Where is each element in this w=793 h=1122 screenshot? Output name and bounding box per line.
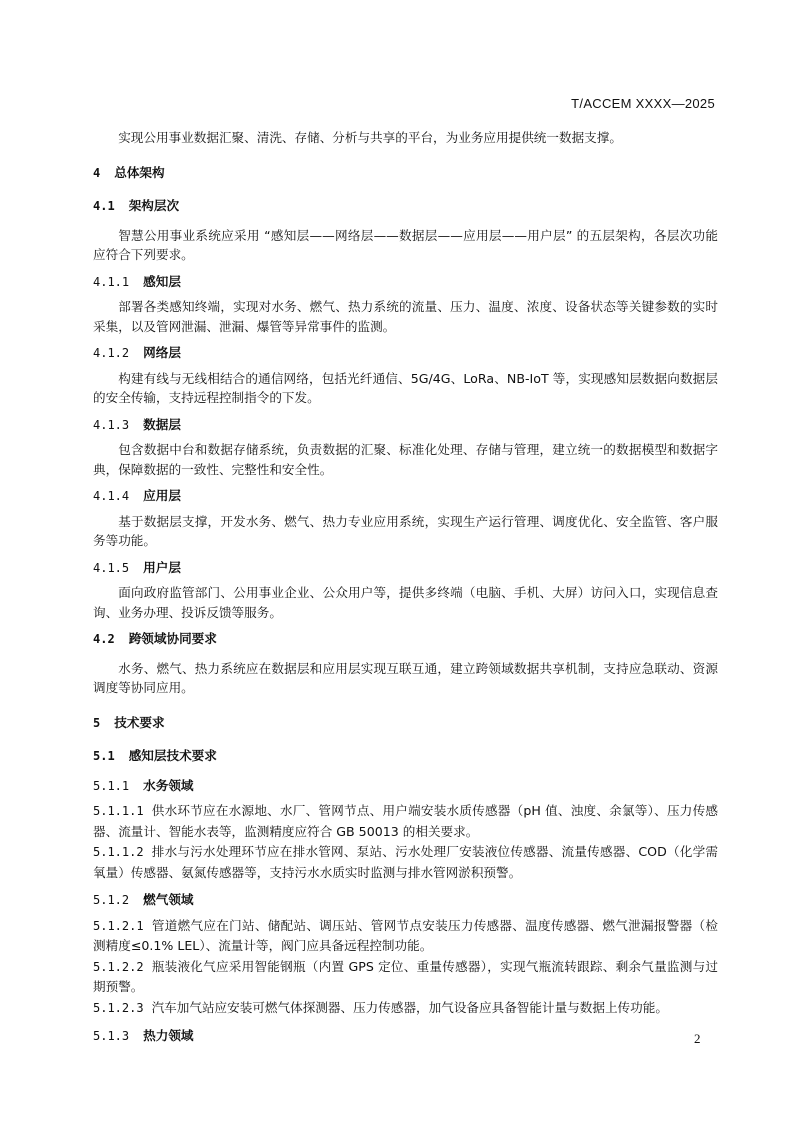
section-number: 4.1.4 xyxy=(93,489,130,503)
section-title: 感知层技术要求 xyxy=(128,748,217,763)
section-title: 应用层 xyxy=(143,488,181,503)
section-4-1-1-text: 部署各类感知终端，实现对水务、燃气、热力系统的流量、压力、温度、浓度、设备状态等关键参数的实时采集，以及管网泄漏、泄漏、爆管等异常事件的监测。 xyxy=(93,299,718,334)
section-4-1-2-heading xyxy=(93,343,718,364)
section-title: 架构层次 xyxy=(128,198,180,213)
chapter-number: 5 xyxy=(93,715,101,730)
section-number: 5.1 xyxy=(93,749,115,763)
clause-text: 供水环节应在水源地、水厂、管网节点、用户端安装水质传感器（pH 值、浊度、余氯等）、压力传感器、流量计、智能水表等，监测精度应符合 GB 50013 的相关要求。 xyxy=(93,803,718,839)
section-title: 网络层 xyxy=(143,345,181,360)
section-title: 水务领域 xyxy=(143,777,194,793)
chapter-number: 4 xyxy=(93,165,101,180)
section-title: 感知层 xyxy=(143,273,181,289)
section-title: 跨领域协同要求 xyxy=(128,631,217,646)
section-5-1-heading xyxy=(93,746,718,767)
clause-text: 汽车加气站应安装可燃气体探测器、压力传感器，加气设备应具备智能计量与数据上传功能。 xyxy=(151,999,668,1015)
section-4-1-text: 智慧公用事业系统应采用 “感知层——网络层——数据层——应用层——用户层” 的五层架构，各层次功能应符合下列要求。 xyxy=(93,227,718,262)
section-5-1-1-heading xyxy=(93,776,718,797)
clause-number: 5.1.1.2 xyxy=(93,845,144,859)
section-4-1-3-heading xyxy=(93,415,718,436)
section-number: 4.1.1 xyxy=(93,274,130,289)
section-title: 燃气领域 xyxy=(143,892,194,907)
section-4-1-3-text: 包含数据中台和数据存储系统，负责数据的汇聚、标准化处理、存储与管理，建立统一的数据模型和数据字典，保障数据的一致性、完整性和安全性。 xyxy=(93,442,718,477)
section-number: 4.1.2 xyxy=(93,346,130,360)
clause-5-1-1-1 xyxy=(93,801,718,841)
clause-5-1-1-2 xyxy=(93,842,718,882)
section-4-1-5-heading xyxy=(93,558,718,579)
clause-text: 管道燃气应在门站、储配站、调压站、管网节点安装压力传感器、温度传感器、燃气泄漏报警器（检测精度≤0.1% LEL）、流量计等，阀门应具备远程控制功能。 xyxy=(93,917,718,953)
page-number: 2 xyxy=(694,1031,701,1046)
chapter-4-heading xyxy=(93,163,718,184)
section-5-1-2-heading xyxy=(93,890,718,911)
document-body xyxy=(93,128,718,1052)
clause-number: 5.1.2.2 xyxy=(93,959,144,974)
section-4-1-4-heading xyxy=(93,486,718,507)
clause-number: 5.1.2.3 xyxy=(93,1000,144,1015)
section-number: 5.1.2 xyxy=(93,893,130,907)
section-title: 用户层 xyxy=(143,559,181,575)
section-4-1-2-text: 构建有线与无线相结合的通信网络，包括光纤通信、5G/4G、LoRa、NB-IoT 等，实现感知层数据向数据层的安全传输，支持远程控制指令的下发。 xyxy=(93,370,718,405)
section-title: 热力领域 xyxy=(143,1028,194,1043)
section-number: 4.2 xyxy=(93,632,115,646)
section-4-1-1-heading xyxy=(93,272,718,293)
section-4-1-heading xyxy=(93,196,718,217)
section-4-2-text: 水务、燃气、热力系统应在数据层和应用层实现互联互通，建立跨领域数据共享机制，支持应急联动、资源调度等协同应用。 xyxy=(93,660,718,695)
clause-5-1-2-2 xyxy=(93,957,718,997)
clause-5-1-2-1 xyxy=(93,916,718,956)
clause-text: 瓶装液化气应采用智能钢瓶（内置 GPS 定位、重量传感器），实现气瓶流转跟踪、剩余气量监测与过期预警。 xyxy=(93,958,718,994)
chapter-title: 总体架构 xyxy=(114,164,165,180)
section-4-2-heading xyxy=(93,629,718,650)
section-number: 4.1 xyxy=(93,199,115,213)
chapter-title: 技术要求 xyxy=(114,714,165,730)
section-4-1-4-text: 基于数据层支撑，开发水务、燃气、热力专业应用系统，实现生产运行管理、调度优化、安全监管、客户服务等功能。 xyxy=(93,513,718,548)
intro-paragraph: 实现公用事业数据汇聚、清洗、存储、分析与共享的平台，为业务应用提供统一数据支撑。 xyxy=(118,130,622,145)
clause-number: 5.1.1.1 xyxy=(93,804,144,818)
clause-5-1-2-3 xyxy=(93,998,718,1019)
section-4-1-5-text: 面向政府监管部门、公用事业企业、公众用户等，提供多终端（电脑、手机、大屏）访问入口，实现信息查询、业务办理、投诉反馈等服务。 xyxy=(93,585,718,620)
section-number: 4.1.5 xyxy=(93,560,130,575)
section-number: 4.1.3 xyxy=(93,417,130,432)
section-number: 5.1.1 xyxy=(93,778,130,793)
clause-number: 5.1.2.1 xyxy=(93,918,144,933)
document-code: T/ACCEM XXXX—2025 xyxy=(571,96,715,111)
section-title: 数据层 xyxy=(143,416,181,432)
clause-text: 排水与污水处理环节应在排水管网、泵站、污水处理厂安装液位传感器、流量传感器、COD（化学需氧量）传感器、氨氮传感器等，支持污水水质实时监测与排水管网淤积预警。 xyxy=(93,844,718,880)
section-number: 5.1.3 xyxy=(93,1029,130,1043)
section-5-1-3-heading xyxy=(93,1026,718,1047)
chapter-5-heading xyxy=(93,713,718,734)
